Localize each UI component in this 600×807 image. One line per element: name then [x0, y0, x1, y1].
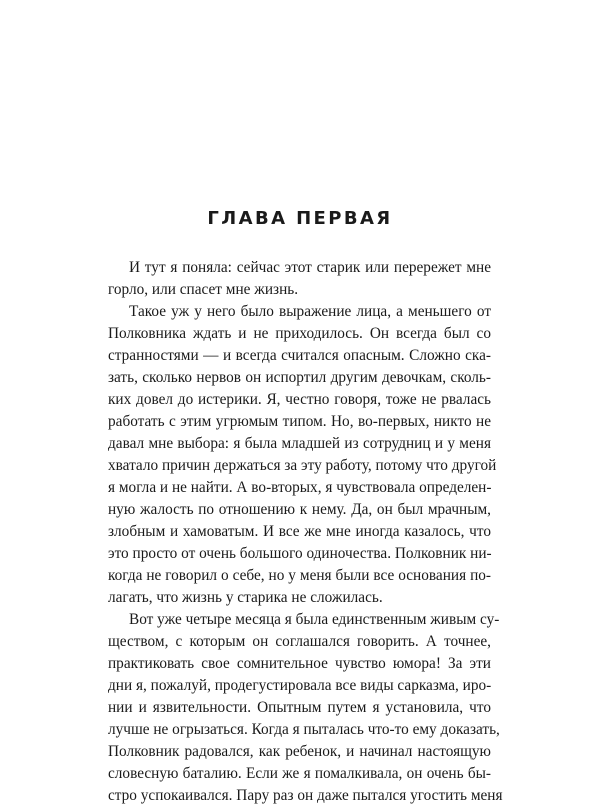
text-line: давал мне выбора: я была младшей из сотрудниц и у меня: [108, 435, 491, 452]
text-line: стро успокаивался. Пару раз он даже пытался угостить меня: [108, 787, 503, 804]
text-line: хватало причин держаться за эту работу, потому что другой: [108, 457, 497, 474]
text-line: И тут я поняла: сейчас этот старик или перережет мне: [129, 259, 491, 276]
text-line: ких довел до истерики. Я, честно говоря, тоже не рвалась: [108, 391, 491, 408]
text-line: лагать, что жизнь у старика не сложилась.: [108, 589, 383, 606]
text-line: странностями — и всегда считался опасным. Сложно ска-: [108, 347, 491, 364]
text-line: лучше не огрызаться. Когда я пыталась что-то ему доказать,: [108, 721, 500, 738]
text-line: Вот уже четыре месяца я была единственным живым су-: [129, 611, 500, 628]
text-line: Такое уж у него было выражение лица, а меньшего от: [129, 303, 491, 320]
text-line: Полковника ждать и не приходилось. Он всегда был со: [108, 325, 491, 342]
text-line: это просто от очень большого одиночества. Полковник ни-: [108, 545, 492, 562]
text-line: словесную баталию. Если же я помалкивала, он очень бы-: [108, 765, 491, 782]
body-text: [108, 257, 503, 807]
text-line: Полковник радовался, как ребенок, и начинал настоящую: [108, 743, 491, 760]
text-line: практиковать свое сомнительное чувство юмора! За эти: [108, 655, 491, 672]
text-line: нии и язвительности. Опытным путем я установила, что: [108, 699, 491, 716]
text-line: дни я, пожалуй, продегустировала все виды сарказма, иро-: [108, 677, 492, 694]
chapter-title: ГЛАВА ПЕРВАЯ: [207, 208, 393, 229]
text-line: злобным и хамоватым. И все же мне иногда казалось, что: [108, 523, 491, 540]
text-line: работать с этим угрюмым типом. Но, во-первых, никто не: [108, 413, 491, 430]
text-line: зать, сколько нервов он испортил другим девочкам, сколь-: [108, 369, 491, 386]
text-line: ществом, с которым он соглашался говорить. А точнее,: [108, 633, 491, 650]
text-line: ную жалость по отношению к нему. Да, он был мрачным,: [108, 501, 491, 518]
text-line: я могла и не найти. А во-вторых, я чувствовала определен-: [108, 479, 492, 496]
text-line: когда не говорил о себе, но у меня были все основания по-: [108, 567, 491, 584]
text-line: горло, или спасет мне жизнь.: [108, 281, 299, 298]
